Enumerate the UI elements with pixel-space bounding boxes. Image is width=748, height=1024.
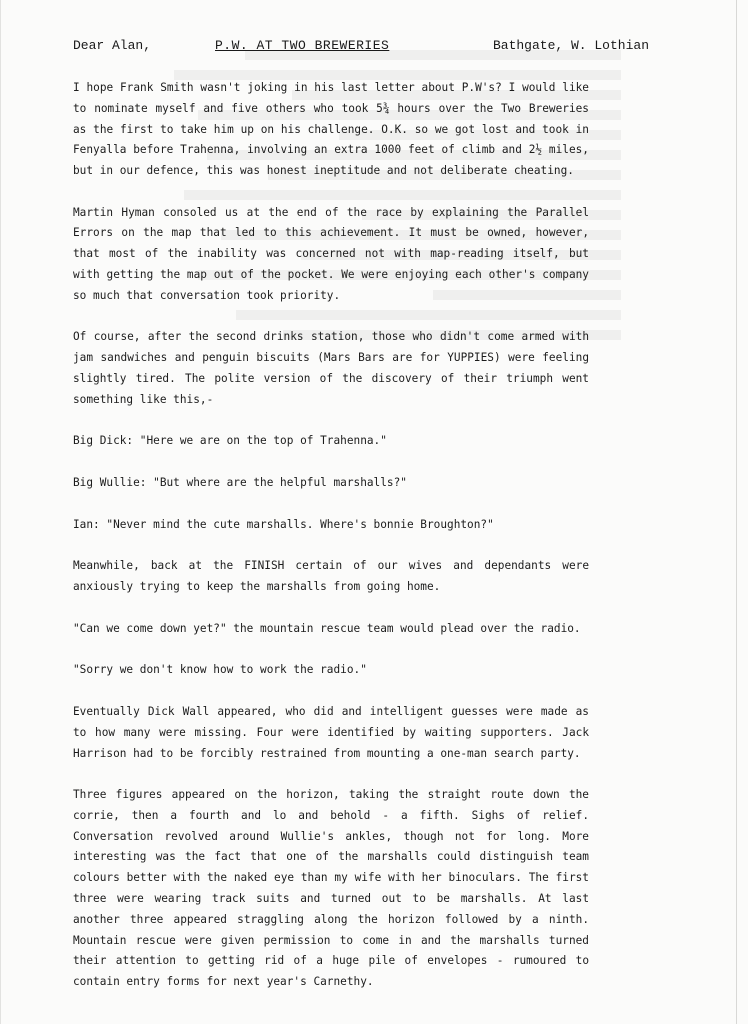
page-edge xyxy=(736,0,737,1024)
dialogue-line: Big Wullie: "But where are the helpful marshalls?" xyxy=(73,475,407,489)
letter-title: P.W. AT TWO BREWERIES xyxy=(215,38,390,53)
letter-body xyxy=(73,78,589,1014)
paragraph: I hope Frank Smith wasn't joking in his last letter about P.W's? I would like to nominate myself and five others who took 5¾ hours over the Two Breweries as the first to take him up on his challenge. O.K. so we got lost and took in Fenyalla before Trahenna, involving an extra 1000 feet of climb and 2½ miles, but in our defence, this was honest ineptitude and not deliberate cheating. xyxy=(73,81,589,178)
letter-header xyxy=(73,38,679,58)
paragraph: Three figures appeared on the horizon, taking the straight route down the corrie, then a fourth and lo and behold - a fifth. Sighs of relief. Conversation revolved around Wullie's ankles, though not for long. More interesting was the fact that one of the marshalls could distinguish team colours better with the naked eye than my wife with her binoculars. The first three were wearing track suits and turned out to be marshalls. At last another three appeared straggling along the horizon followed by a ninth. Mountain rescue were given permission to come in and the marshalls turned their attention to getting rid of a huge pile of envelopes - rumoured to contain entry forms for next year's Carnethy. xyxy=(73,788,589,989)
paragraph: Meanwhile, back at the FINISH certain of our wives and dependants were anxiously trying to keep the marshalls from going home. xyxy=(73,559,589,594)
paragraph: Eventually Dick Wall appeared, who did and intelligent guesses were made as to how many were missing. Four were identified by waiting supporters. Jack Harrison had to be forcibly restrained from mounting a one-man search party. xyxy=(73,705,589,760)
dialogue-line: Big Dick: "Here we are on the top of Trahenna." xyxy=(73,433,387,447)
sender-location: Bathgate, W. Lothian xyxy=(492,38,649,53)
salutation: Dear Alan, xyxy=(73,38,152,53)
dialogue-line: Ian: "Never mind the cute marshalls. Where's bonnie Broughton?" xyxy=(73,517,494,531)
paragraph: Of course, after the second drinks station, those who didn't come armed with jam sandwiches and penguin biscuits (Mars Bars are for YUPPIES) were feeling slightly tired. The polite version of the discovery of their triumph went something like this,- xyxy=(73,330,589,406)
paragraph: Martin Hyman consoled us at the end of the race by explaining the Parallel Errors on the map that led to this achievement. It must be owned, however, that most of the inability was concerned not with map-reading itself, but with getting the map out of the pocket. We were enjoying each other's company so much that conversation took priority. xyxy=(73,205,589,302)
dialogue-line: "Can we come down yet?" the mountain rescue team would plead over the radio. xyxy=(73,621,581,635)
dialogue-line: "Sorry we don't know how to work the radio." xyxy=(73,663,367,677)
